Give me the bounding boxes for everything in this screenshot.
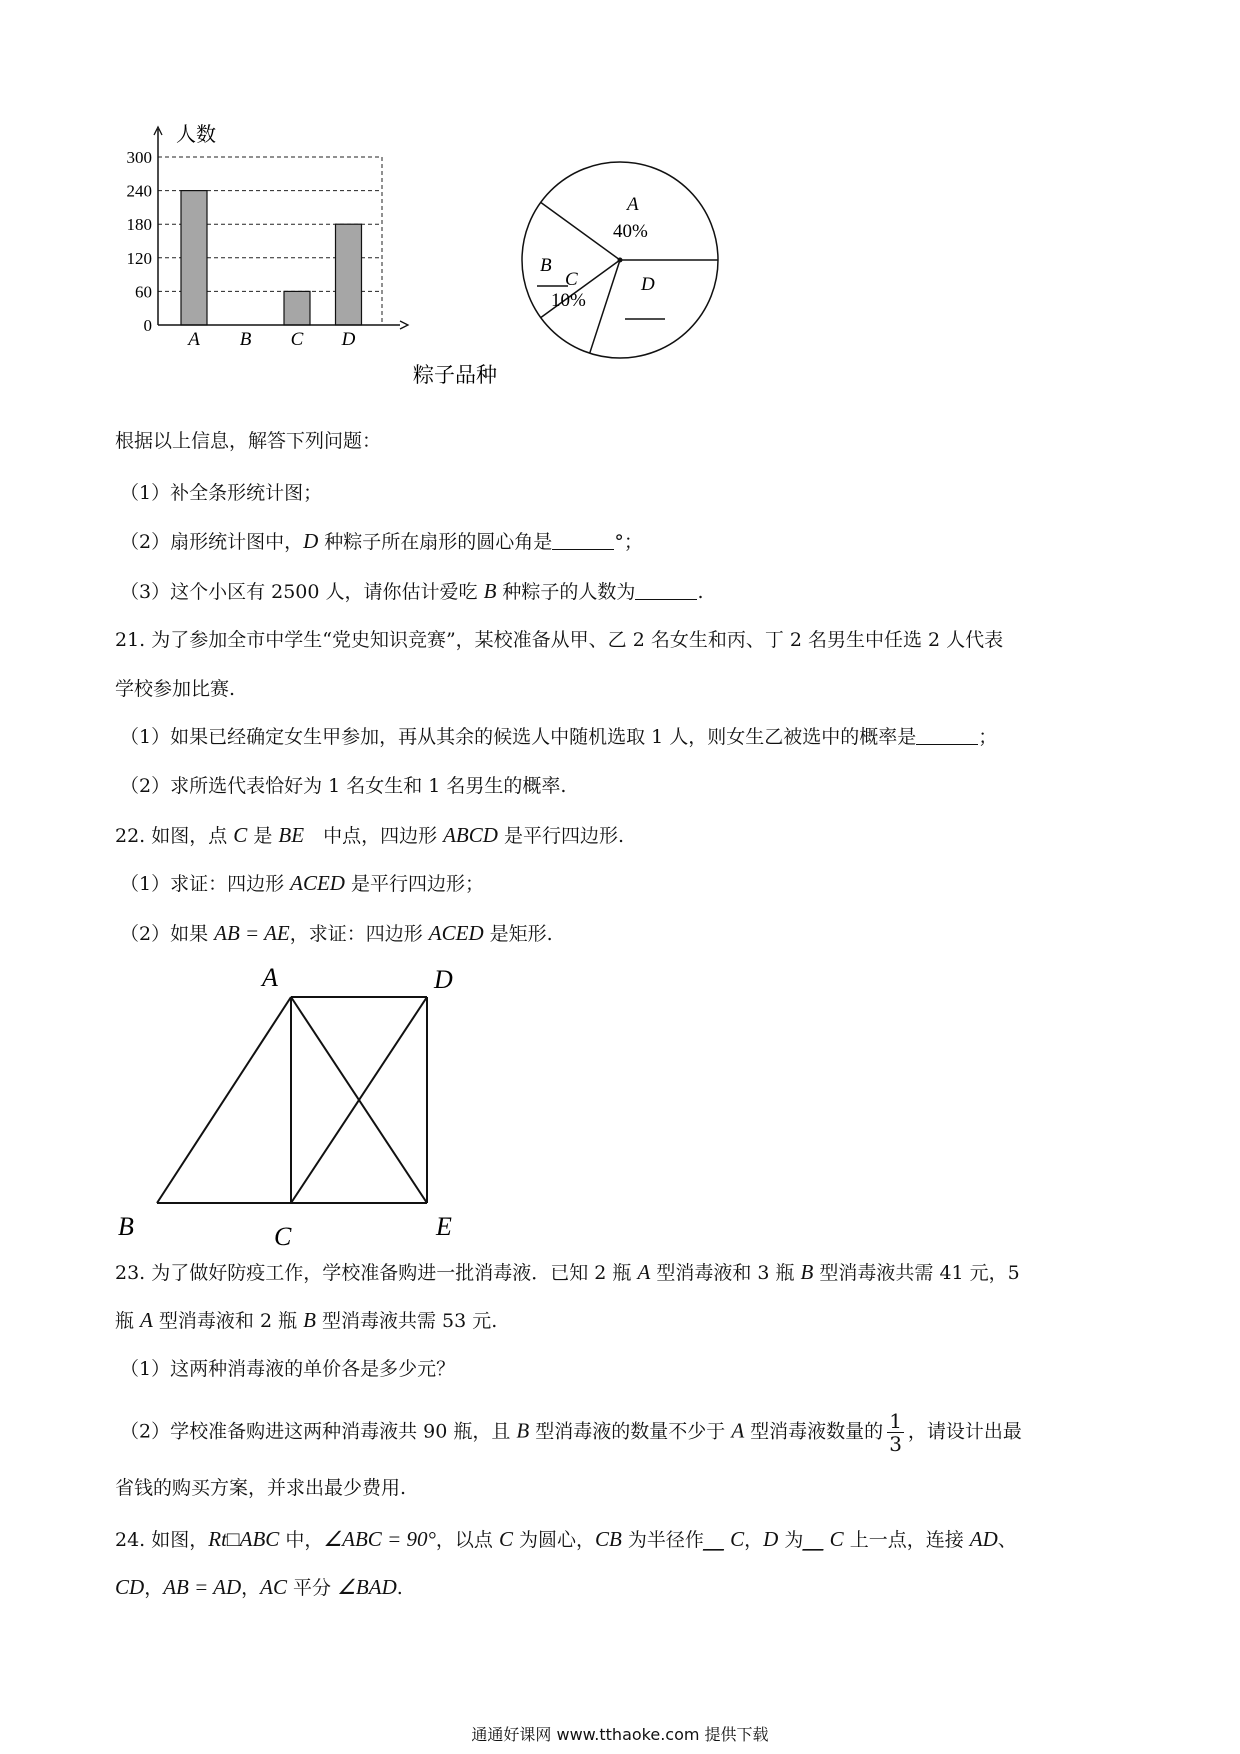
q24-text: 、 [997, 1529, 1017, 1551]
q24-text: 平分 [287, 1577, 338, 1599]
x-tick-label: B [239, 329, 252, 350]
q23-var: B [800, 1260, 814, 1284]
q22-text: 22. 如图，点 [115, 825, 234, 847]
q23-part-1-text: （1）这两种消毒液的单价各是多少元？ [120, 1358, 456, 1380]
q23-text: 瓶 [115, 1310, 141, 1332]
point-label-a: A [262, 963, 278, 992]
q24-text: 24. 如图， [115, 1529, 209, 1551]
q24-text: 中， [279, 1529, 324, 1551]
bar-c [284, 291, 310, 325]
q24-math: ∠BAD [337, 1575, 397, 1599]
bar-chart-x-ticks [186, 329, 355, 350]
bar-a [181, 191, 207, 325]
q22-part-1-text-b: 是平行四边形； [344, 873, 485, 895]
q22-text: 是 [247, 825, 279, 847]
x-tick-label: D [341, 329, 356, 350]
point-label-c: C [274, 1222, 292, 1251]
page-footer: 通通好课网 www.tthaoke.com 提供下载 [471, 1725, 769, 1744]
q21-line-2-text: 学校参加比赛. [115, 678, 236, 700]
y-tick-label: 180 [126, 215, 152, 235]
q24-math: Rt□ABC [208, 1527, 280, 1551]
q24-math: AB = AD [163, 1575, 242, 1599]
q20-part-3-text-b: 种粽子的人数为 [496, 581, 636, 603]
q22-stem [115, 820, 624, 851]
answer-blank [552, 531, 614, 550]
q22-var: ABCD [443, 823, 498, 847]
q23-text: 型消毒液共需 41 元，5 [813, 1262, 1020, 1284]
q23-var: A [637, 1260, 651, 1284]
q23-var: B [303, 1308, 316, 1332]
bar-d [336, 224, 362, 325]
pie-percent-c: 10% [551, 290, 586, 311]
q24-text: . [396, 1577, 403, 1599]
q23-part-2-var-b: A [731, 1418, 745, 1443]
pie-chart-center [618, 258, 623, 263]
q24-math: AD [969, 1527, 998, 1551]
q22-var: BE [278, 823, 305, 847]
q24-text: ， [241, 1577, 261, 1599]
y-tick-label: 300 [126, 148, 152, 167]
q22-part-1 [120, 868, 484, 899]
q23-text: 23. 为了做好防疫工作，学校准备购进一批消毒液．已知 2 瓶 [115, 1262, 638, 1284]
q20-part-2-unit: °； [614, 531, 643, 553]
q20-part-1-text: （1）补全条形统计图； [120, 482, 323, 504]
q20-part-2 [120, 526, 643, 557]
q20-part-3-text: （3）这个小区有 2500 人，请你估计爱吃 [120, 581, 484, 603]
pie-label-d: D [641, 274, 655, 295]
q23-var: A [140, 1308, 153, 1332]
fraction-one-third [887, 1410, 904, 1455]
q20-intro [115, 426, 381, 456]
q23-part-2-text-b: 型消毒液的数量不少于 [529, 1420, 732, 1443]
pie-label-c: C [565, 269, 578, 290]
pie-divider-line [541, 202, 620, 260]
bar-chart-y-label: 人数 [176, 122, 216, 146]
geometry-figure [110, 955, 480, 1250]
fraction-denominator: 3 [889, 1432, 902, 1456]
q20-part-2-var: D [303, 529, 319, 553]
q21-line-2 [115, 674, 235, 704]
q23-line-2 [115, 1305, 497, 1336]
q24-math: C [498, 1527, 513, 1551]
q21-line-1-text: 21. 为了参加全市中学生“党史知识竞赛”，某校准备从甲、乙 2 名女生和丙、丁 2 名男生中任选 2 人代表 [115, 629, 1004, 651]
q23-text: 型消毒液共需 53 元. [315, 1310, 498, 1332]
q24-text: ， [144, 1577, 164, 1599]
x-axis-arrow [400, 321, 408, 329]
q22-part-2-var: ACED [428, 921, 484, 945]
q21-part-1-end: ； [978, 726, 998, 748]
q20-part-3-var: B [483, 579, 497, 603]
q20-part-2-text: （2）扇形统计图中， [120, 531, 304, 553]
q22-text: 是平行四边形. [497, 825, 625, 847]
y-tick-label: 240 [126, 181, 152, 201]
q24-math: CB [595, 1527, 622, 1551]
pie-chart [515, 155, 725, 365]
q20-part-1 [120, 478, 322, 508]
q22-part-2-eq: AB = AE [214, 921, 290, 945]
q23-part-2-line-2-text: 省钱的购买方案，并求出最少费用. [115, 1477, 407, 1499]
q20-part-3-end: . [697, 581, 704, 603]
q22-var: C [233, 823, 248, 847]
y-tick-label: 120 [126, 248, 152, 268]
q23-part-1 [120, 1354, 455, 1384]
fraction-numerator: 1 [889, 1409, 902, 1433]
bar-chart [126, 122, 530, 395]
pie-label-a: A [627, 194, 639, 215]
q20-part-3 [120, 576, 703, 607]
y-tick-label: 0 [143, 316, 152, 335]
q22-part-2 [120, 918, 553, 949]
q21-part-1 [120, 722, 997, 752]
q24-math: ∠ABC = 90° [323, 1527, 436, 1551]
point-label-d: D [434, 965, 453, 994]
point-label-b: B [118, 1212, 134, 1241]
q23-part-2 [120, 1410, 1022, 1455]
q24-math: D [763, 1527, 779, 1551]
answer-blank [916, 726, 978, 745]
q21-line-1 [115, 625, 1003, 655]
q21-part-2 [120, 771, 566, 801]
q23-part-2-text-c: 型消毒液数量的 [744, 1420, 884, 1443]
q23-text: 型消毒液和 2 瓶 [152, 1310, 304, 1332]
pie-divider-line [590, 260, 620, 353]
q21-part-1-text: （1）如果已经确定女生甲参加，再从其余的候选人中随机选取 1 人，则女生乙被选中的概率是 [120, 726, 917, 748]
x-tick-label: C [290, 329, 304, 350]
pie-percent-a: 40% [613, 221, 648, 242]
answer-blank [635, 581, 697, 600]
q23-part-2-text: （2）学校准备购进这两种消毒液共 90 瓶，且 [120, 1420, 517, 1443]
y-tick-label: 60 [135, 282, 152, 302]
q24-text: 为 [778, 1529, 804, 1551]
q24-math: ⎽ C [703, 1527, 745, 1551]
q21-part-2-text: （2）求所选代表恰好为 1 名女生和 1 名男生的概率. [120, 775, 567, 797]
q24-math: CD [115, 1575, 145, 1599]
q24-math: AC [260, 1575, 288, 1599]
q20-part-2-text-b: 种粽子所在扇形的圆心角是 [318, 531, 553, 553]
pie-label-b: B [540, 255, 552, 276]
bar-chart-x-label: 粽子品种 [413, 363, 497, 387]
q23-part-2-text-d: ，请设计出最 [907, 1420, 1022, 1443]
q23-part-2-line-2 [115, 1473, 406, 1503]
x-tick-label: A [188, 329, 200, 350]
bar-chart-y-ticks [127, 148, 153, 335]
q22-part-2-text-c: 是矩形. [483, 923, 553, 945]
q22-part-1-var: ACED [290, 871, 345, 895]
q23-line-1 [115, 1257, 1020, 1288]
q24-text: 上一点，连接 [843, 1529, 970, 1551]
q22-text: 中点，四边形 [304, 825, 444, 847]
q24-text: 为圆心， [512, 1529, 595, 1551]
q22-part-1-text: （1）求证：四边形 [120, 873, 291, 895]
segment-ab [157, 997, 291, 1203]
q22-part-2-text-b: ，求证：四边形 [289, 923, 429, 945]
q24-line-1 [115, 1524, 1017, 1555]
q22-part-2-text: （2）如果 [120, 923, 215, 945]
q24-text: 为半径作 [621, 1529, 704, 1551]
q24-line-2 [115, 1572, 403, 1603]
q20-intro-text: 根据以上信息，解答下列问题： [115, 430, 382, 452]
point-label-e: E [436, 1212, 452, 1241]
q23-text: 型消毒液和 3 瓶 [650, 1262, 801, 1284]
q24-math: ⎽ C [803, 1527, 844, 1551]
q24-text: ， [744, 1529, 764, 1551]
q23-part-2-var: B [516, 1418, 530, 1443]
q24-text: ，以点 [435, 1529, 499, 1551]
